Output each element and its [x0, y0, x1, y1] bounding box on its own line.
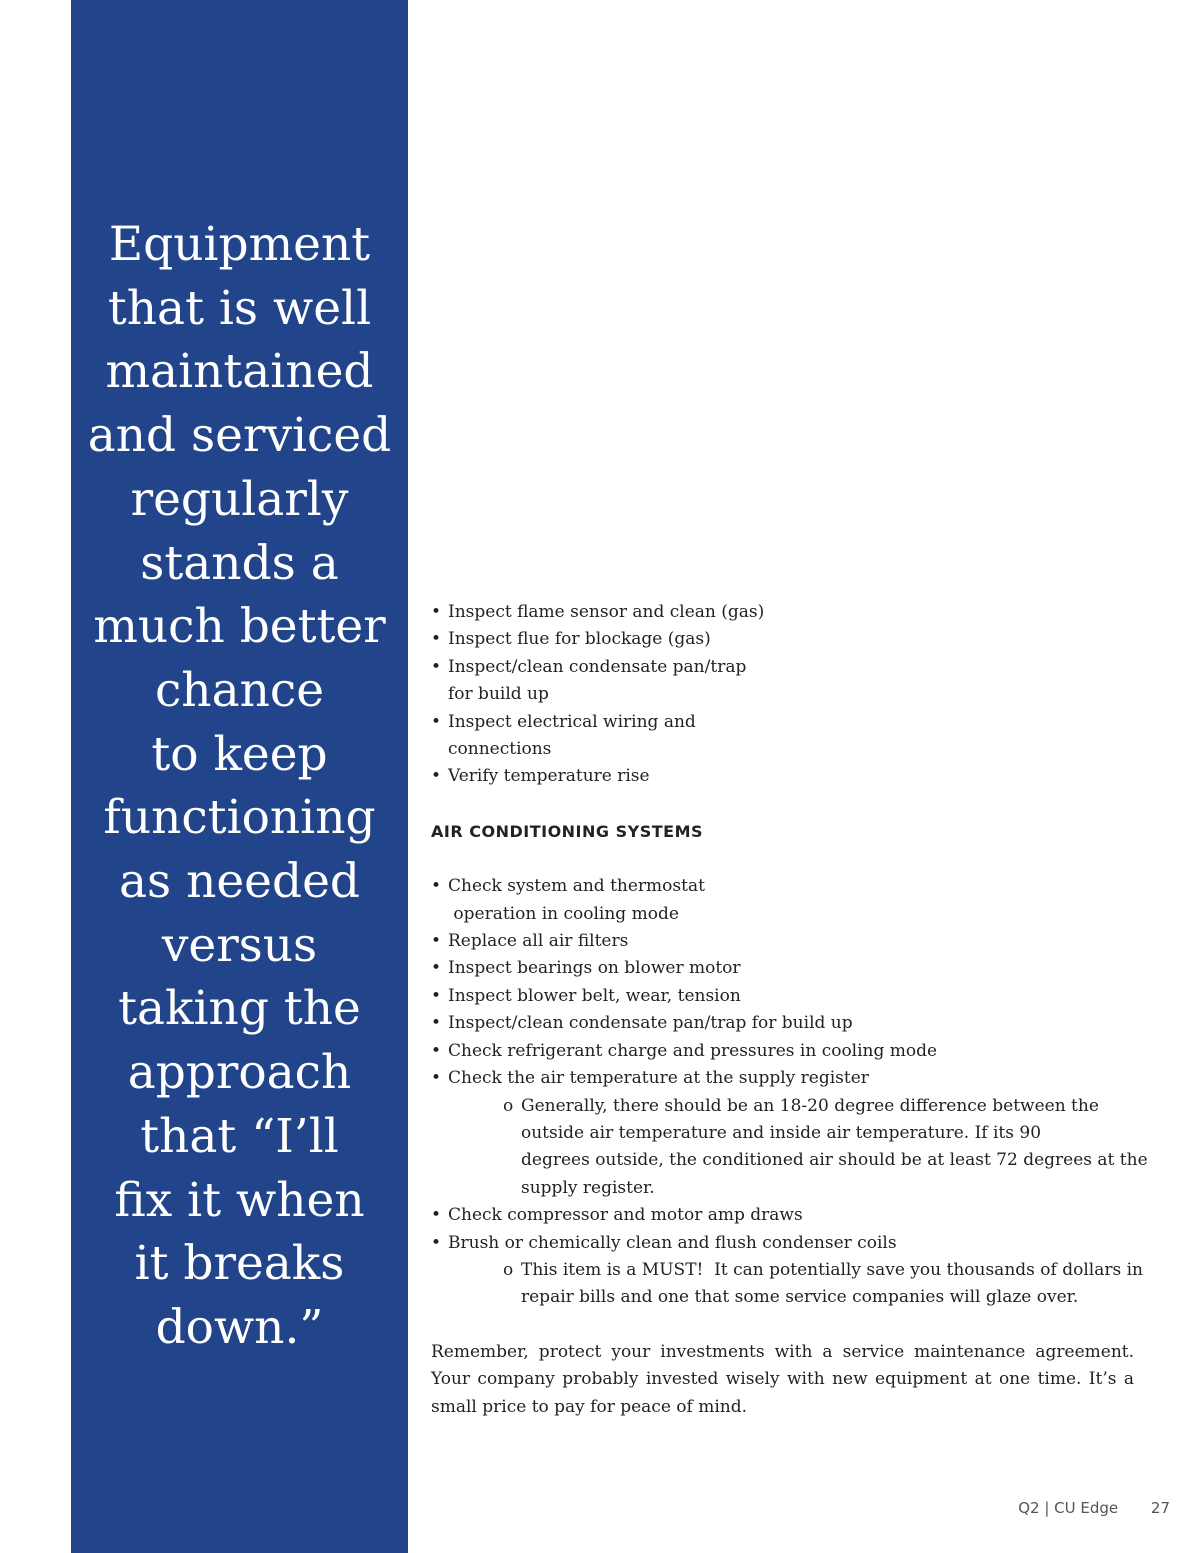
sub-item-text: degrees outside, the conditioned air should be at least 72 degrees at the — [521, 1150, 1148, 1171]
sub-list-item — [431, 1257, 1143, 1312]
pull-quote-line: it breaks — [134, 1236, 345, 1292]
pull-quote-line: down.” — [155, 1299, 324, 1355]
pull-quote-line: to keep — [151, 726, 328, 782]
pull-quote-line: and serviced — [87, 408, 392, 464]
list-item — [431, 983, 1134, 1010]
list-item — [431, 1202, 1134, 1229]
heating-checklist — [431, 599, 1134, 791]
list-item-text: operation in cooling mode — [448, 903, 679, 924]
list-item — [431, 873, 1134, 928]
list-item-text: • Inspect/clean condensate pan/trap for build up — [448, 1013, 853, 1034]
pull-quote-line: approach — [127, 1045, 352, 1101]
section-heading: AIR CONDITIONING SYSTEMS — [431, 821, 704, 841]
publication-name: Q2 | CU Edge — [1018, 1499, 1119, 1517]
list-item-text: • Inspect flue for blockage (gas) — [448, 629, 711, 650]
list-item — [431, 654, 1134, 709]
ac-checklist-continued — [431, 1202, 1134, 1257]
list-item — [431, 955, 1134, 982]
ac-checklist — [431, 873, 1134, 1092]
page-footer — [1018, 1499, 1170, 1517]
list-item-text: • Inspect flame sensor and clean (gas) — [448, 602, 765, 622]
sidebar-panel — [71, 0, 408, 1553]
sub-list — [431, 1093, 1148, 1203]
pull-quote-line: functioning — [103, 790, 376, 846]
pull-quote — [71, 213, 408, 1360]
sub-list-item — [431, 1093, 1148, 1203]
list-item — [431, 1230, 1134, 1257]
sub-item-text: o Generally, there should be an 18-20 degree difference between the — [521, 1095, 1099, 1116]
sub-item-text: outside air temperature and inside air temperature. If its 90 — [521, 1122, 1042, 1143]
article-body — [431, 599, 1148, 1421]
list-item-text: • Check compressor and motor amp draws — [448, 1205, 803, 1226]
pull-quote-line: stands a — [140, 535, 339, 591]
list-item — [431, 1065, 1134, 1092]
pull-quote-line: versus — [161, 917, 318, 973]
list-item — [431, 1038, 1134, 1065]
list-item-text: connections — [448, 739, 552, 760]
list-item-text: • Inspect/clean condensate pan/trap — [448, 656, 747, 677]
list-item-text: • Check refrigerant charge and pressures in cooling mode — [448, 1040, 938, 1061]
pull-quote-line: that is well — [107, 280, 372, 336]
list-item — [431, 763, 1134, 790]
list-item — [431, 709, 1134, 764]
pull-quote-line: fix it when — [114, 1172, 365, 1228]
list-item-text: • Inspect electrical wiring and — [448, 711, 696, 732]
list-item-text: • Check system and thermostat — [448, 876, 705, 897]
sub-list — [431, 1257, 1143, 1312]
list-item — [431, 599, 1134, 626]
sub-item-text: repair bills and one that some service companies will glaze over. — [521, 1287, 1079, 1308]
pull-quote-line: regularly — [130, 471, 349, 527]
closing-paragraph: Remember, protect your investments with a service maintenance agreement. Your company probably invested wisely with new equipment at one time. It’s a small price to pay for peace of mind. — [431, 1341, 1134, 1417]
sub-item-text: supply register. — [521, 1177, 655, 1198]
list-item — [431, 928, 1134, 955]
pull-quote-line: chance — [154, 662, 325, 718]
pull-quote-line: taking the — [118, 981, 361, 1037]
pull-quote-line: that “I’ll — [140, 1108, 339, 1164]
pull-quote-line: much better — [93, 599, 386, 655]
list-item-text: • Inspect blower belt, wear, tension — [448, 985, 741, 1006]
pull-quote-line: as needed — [119, 854, 360, 910]
list-item-text: • Replace all air filters — [448, 931, 629, 952]
list-item-text: • Check the air temperature at the supply register — [448, 1068, 869, 1089]
pull-quote-line: Equipment — [108, 217, 371, 272]
sub-item-text: o This item is a MUST! It can potentially save you thousands of dollars in — [521, 1259, 1143, 1280]
list-item — [431, 1010, 1134, 1037]
list-item-text: for build up — [448, 684, 549, 705]
list-item — [431, 626, 1134, 653]
page-number: 27 — [1150, 1499, 1170, 1517]
list-item-text: • Brush or chemically clean and flush condenser coils — [448, 1232, 897, 1253]
list-item-text: • Verify temperature rise — [448, 766, 650, 787]
list-item-text: • Inspect bearings on blower motor — [448, 958, 741, 979]
pull-quote-line: maintained — [105, 344, 374, 400]
